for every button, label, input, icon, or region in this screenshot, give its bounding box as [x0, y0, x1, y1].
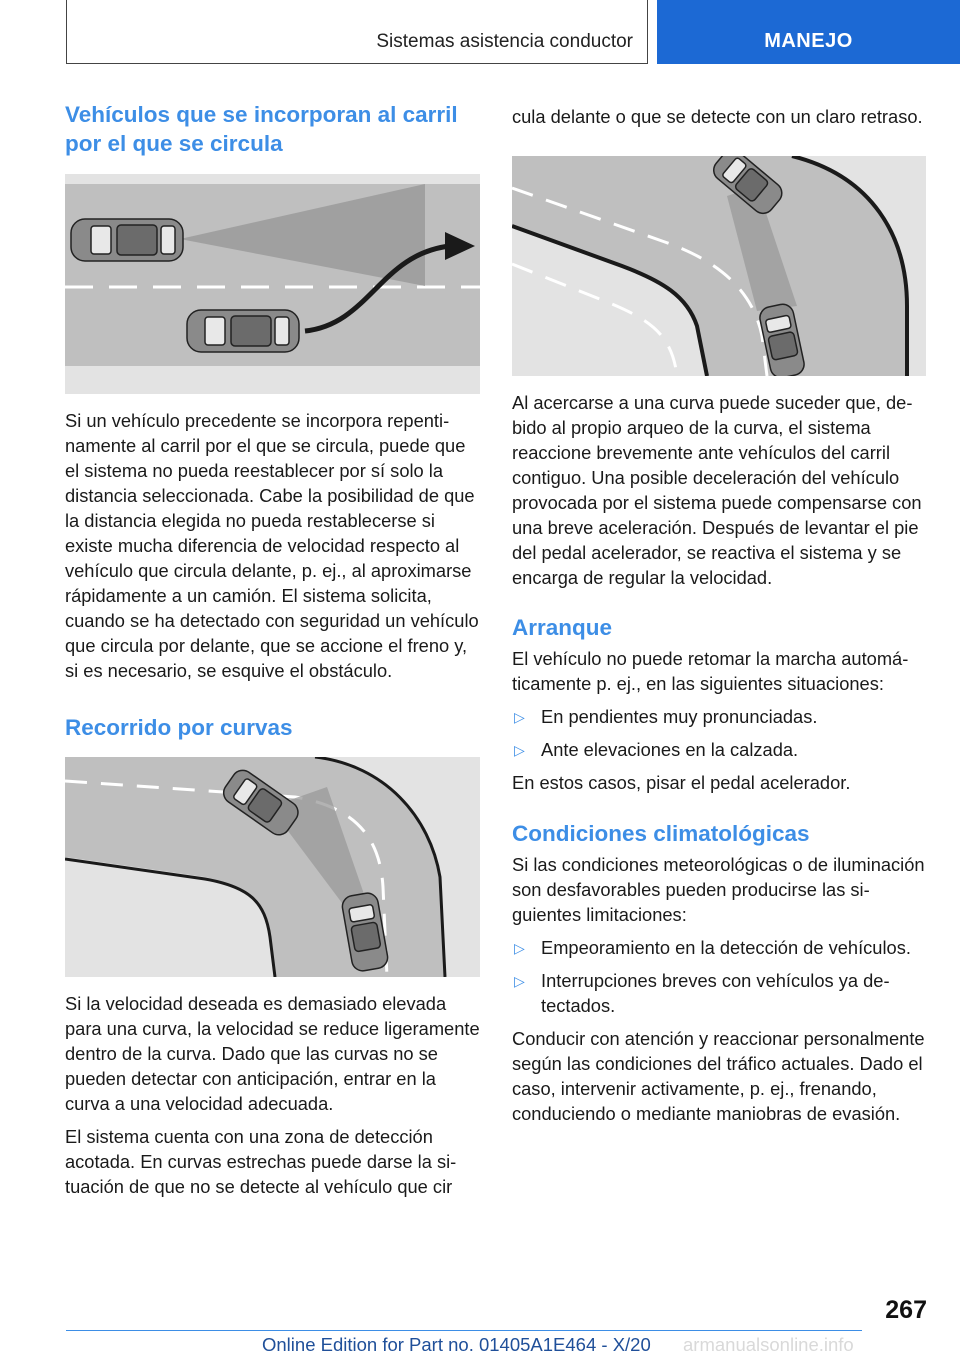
heading-arranque: Arranque — [512, 615, 613, 640]
figure-lane-cut-in — [65, 174, 480, 394]
bullet-triangle-icon: ▷ — [514, 940, 525, 956]
list-item: ▷ En pendientes muy pronunciadas. — [512, 704, 926, 729]
paragraph-clima: Si las condiciones meteorológicas o de iluminación son desfavorables pueden producirse las siguientes limitaciones: — [512, 854, 925, 925]
heading-curves: Recorrido por curvas — [65, 715, 293, 740]
left-column — [65, 100, 480, 1199]
heading-lane-cut-in: Vehículos que se incorporan al carril por el que se circula — [65, 102, 458, 156]
list-item: ▷ Interrupciones breves con vehículos ya detectados. — [514, 970, 890, 1016]
paragraph-continued: cula delante o que se detecte con un claro retraso. — [512, 106, 923, 127]
bullet-triangle-icon: ▷ — [514, 709, 525, 725]
paragraph-adjacent-lane: Al acercarse a una curva puede suceder que, debido al propio arqueo de la curva, el sistema reaccione brevemente ante vehículos del carril contiguo. Una posible deceleración del vehículo provocada por el sistema puede compensarse con una breve aceleración. Después de levantar el pie del pedal acelerador, se reactiva el sistema y se encarga de regular la velocidad. — [512, 392, 922, 588]
paragraph-lane-cut-in: Si un vehículo precedente se incorpora repentinamente al carril por el que se circula, puede que el sistema no pueda reestablecer por sí solo la distancia seleccionada. Cabe la posibilidad de que la distancia elegida no pueda restablecerse si existe mucha diferencia de velocidad respecto al vehículo que circula delante, p. ej., al aproximarse rápidamente a un camión. El sistema solicita, cuando se ha detectado con seguridad un vehículo que circula por delante, que se accione el freno y, si es necesario, se esquive el obstáculo. — [65, 410, 479, 681]
chapter-tab[interactable] — [657, 0, 960, 64]
list-clima — [512, 935, 926, 1018]
paragraph-curve-speed: Si la velocidad deseada es demasiado elevada para una curva, la velocidad se reduce ligeramente dentro de la curva. Dado que las curvas no se pueden detectar con anticipación, entrar en la curva a una velocidad adecuada. — [65, 993, 480, 1114]
car-ahead — [71, 219, 183, 261]
footer-divider — [66, 1330, 862, 1331]
edition-note: Online Edition for Part no. 01405A1E464 - X/20 — [262, 1334, 651, 1355]
paragraph-casos: En estos casos, pisar el pedal acelerador. — [512, 772, 851, 793]
list-arranque — [512, 704, 926, 762]
header-frame — [66, 0, 648, 64]
paragraph-arranque: El vehículo no puede retomar la marcha automáticamente p. ej., en las siguientes situaciones: — [512, 648, 909, 694]
bullet-triangle-icon: ▷ — [514, 742, 525, 758]
figure-adjacent-lane — [512, 156, 926, 376]
bullet-triangle-icon: ▷ — [514, 973, 525, 989]
watermark: armanualsonline.info — [683, 1334, 854, 1355]
right-column — [512, 104, 926, 1126]
paragraph-final: Conducir con atención y reaccionar personalmente según las condiciones del tráfico actuales. Dado el caso, intervenir activamente, p. ej., frenando, conduciendo o mediante maniobras de evasión. — [512, 1028, 925, 1124]
list-item: ▷ Ante elevaciones en la calzada. — [512, 737, 926, 762]
list-item: ▷ Empeoramiento en la detección de vehículos. — [512, 935, 926, 960]
section-title: Sistemas asistencia conductor — [376, 31, 633, 52]
chapter-label: MANEJO — [764, 30, 853, 52]
heading-clima: Condiciones climatológicas — [512, 821, 810, 846]
page-number: 267 — [885, 1296, 927, 1324]
figure-curves — [65, 757, 480, 977]
paragraph-detection-zone: El sistema cuenta con una zona de detección acotada. En curvas estrechas puede darse la situación de que no se detecte al vehículo que cir — [65, 1126, 457, 1197]
car-own — [187, 310, 299, 352]
